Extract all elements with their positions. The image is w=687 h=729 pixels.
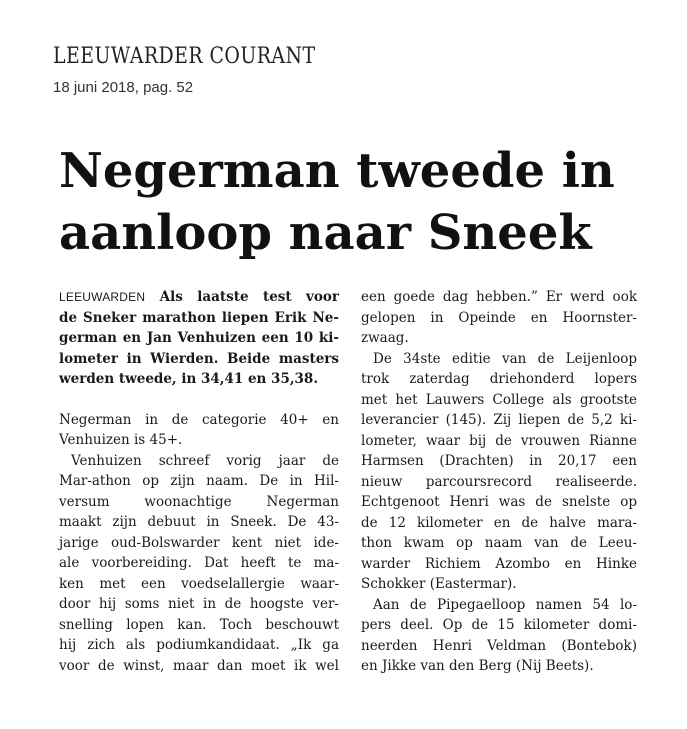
- body-line: thon kwam op naam van de Leeu-: [361, 535, 637, 551]
- body-line: ale voorbereiding. Dat heeft te ma-: [59, 555, 339, 571]
- body-line: nieuw parcoursrecord realiseerde.: [361, 473, 637, 490]
- body-paragraph-2: [59, 451, 339, 677]
- headline-line-1: Negerman tweede in: [59, 143, 615, 199]
- body-line: neerden Henri Veldman (Bontebok): [361, 637, 637, 654]
- body-line: leverancier (145). Zij liepen de 5,2 ki-: [361, 412, 637, 428]
- body-line: warder Richiem Azombo en Hinke: [361, 555, 637, 572]
- body-line: zwaag.: [361, 330, 409, 346]
- body-line: trok zaterdag driehonderd lopers: [361, 371, 637, 387]
- lead-line: [59, 287, 339, 308]
- body-line: versum woonachtige Negerman: [59, 493, 339, 510]
- body-line: Negerman in de categorie 40+ en: [59, 411, 339, 428]
- article-column-left: [59, 287, 339, 676]
- lead-line: werden tweede, in 34,41 en 35,38.: [59, 371, 319, 387]
- body-line: en Jikke van den Berg (Nij Beets).: [361, 658, 594, 674]
- body-line: hij zich als podiumkandidaat. „Ik ga: [59, 637, 339, 653]
- lead-line: lometer in Wierden. Beide masters: [59, 350, 339, 367]
- body-paragraph-2-continued: [361, 287, 637, 349]
- body-line: Mar-athon op zijn naam. De in Hil-: [59, 473, 339, 489]
- newspaper-masthead: LEEUWARDER COURANT: [53, 44, 316, 69]
- lead-line-text: Als laatste test voor: [159, 289, 340, 305]
- article-headline: [59, 140, 659, 264]
- body-line: lometer, waar bij de vrouwen Rianne: [361, 432, 637, 449]
- headline-line-2: aanloop naar Sneek: [59, 205, 592, 261]
- article-column-right: [361, 287, 637, 677]
- body-line: ken met een voedselallergie waar-: [59, 575, 339, 592]
- paragraph-gap: [59, 390, 339, 410]
- body-line: jarige oud-Bolswarder kent niet ide-: [59, 534, 339, 551]
- body-line: De 34ste editie van de Leijenloop: [373, 350, 637, 367]
- body-line: Venhuizen schreef vorig jaar de: [71, 452, 339, 469]
- body-line: een goede dag hebben.” Er werd ook: [361, 289, 637, 305]
- body-line: Harmsen (Drachten) in 20,17 een: [361, 453, 637, 469]
- body-paragraph-4: [361, 595, 637, 677]
- dateline-place: LEEUWARDEN: [59, 290, 146, 304]
- body-line: Schokker (Eastermar).: [361, 576, 517, 592]
- lead-line: german en Jan Venhuizen een 10 ki-: [59, 330, 339, 346]
- body-line: met het Lauwers College als grootste: [361, 391, 637, 408]
- body-paragraph-3: [361, 349, 637, 595]
- body-line: de 12 kilometer en de halve mara-: [361, 514, 637, 531]
- publication-date: 18 juni 2018, pag. 52: [53, 79, 194, 96]
- body-line: voor de winst, maar dan moet ik wel: [59, 657, 339, 674]
- body-line: gelopen in Opeinde en Hoornster-: [361, 309, 637, 326]
- body-line: pers deel. Op de 15 kilometer domi-: [361, 617, 637, 633]
- body-line: snelling lopen kan. Toch beschouwt: [59, 616, 339, 633]
- body-line: door hij soms niet in de hoogste ver-: [59, 596, 339, 612]
- body-line: Echtgenoot Henri was de snelste op: [361, 494, 637, 510]
- body-line: maakt zijn debuut in Sneek. De 43-: [59, 514, 339, 530]
- body-line: Venhuizen is 45+.: [59, 432, 183, 448]
- article-lead: [59, 287, 339, 390]
- lead-line: de Sneker marathon liepen Erik Ne-: [59, 309, 339, 326]
- body-line: Aan de Pipegaelloop namen 54 lo-: [373, 596, 637, 613]
- body-paragraph-1: [59, 410, 339, 451]
